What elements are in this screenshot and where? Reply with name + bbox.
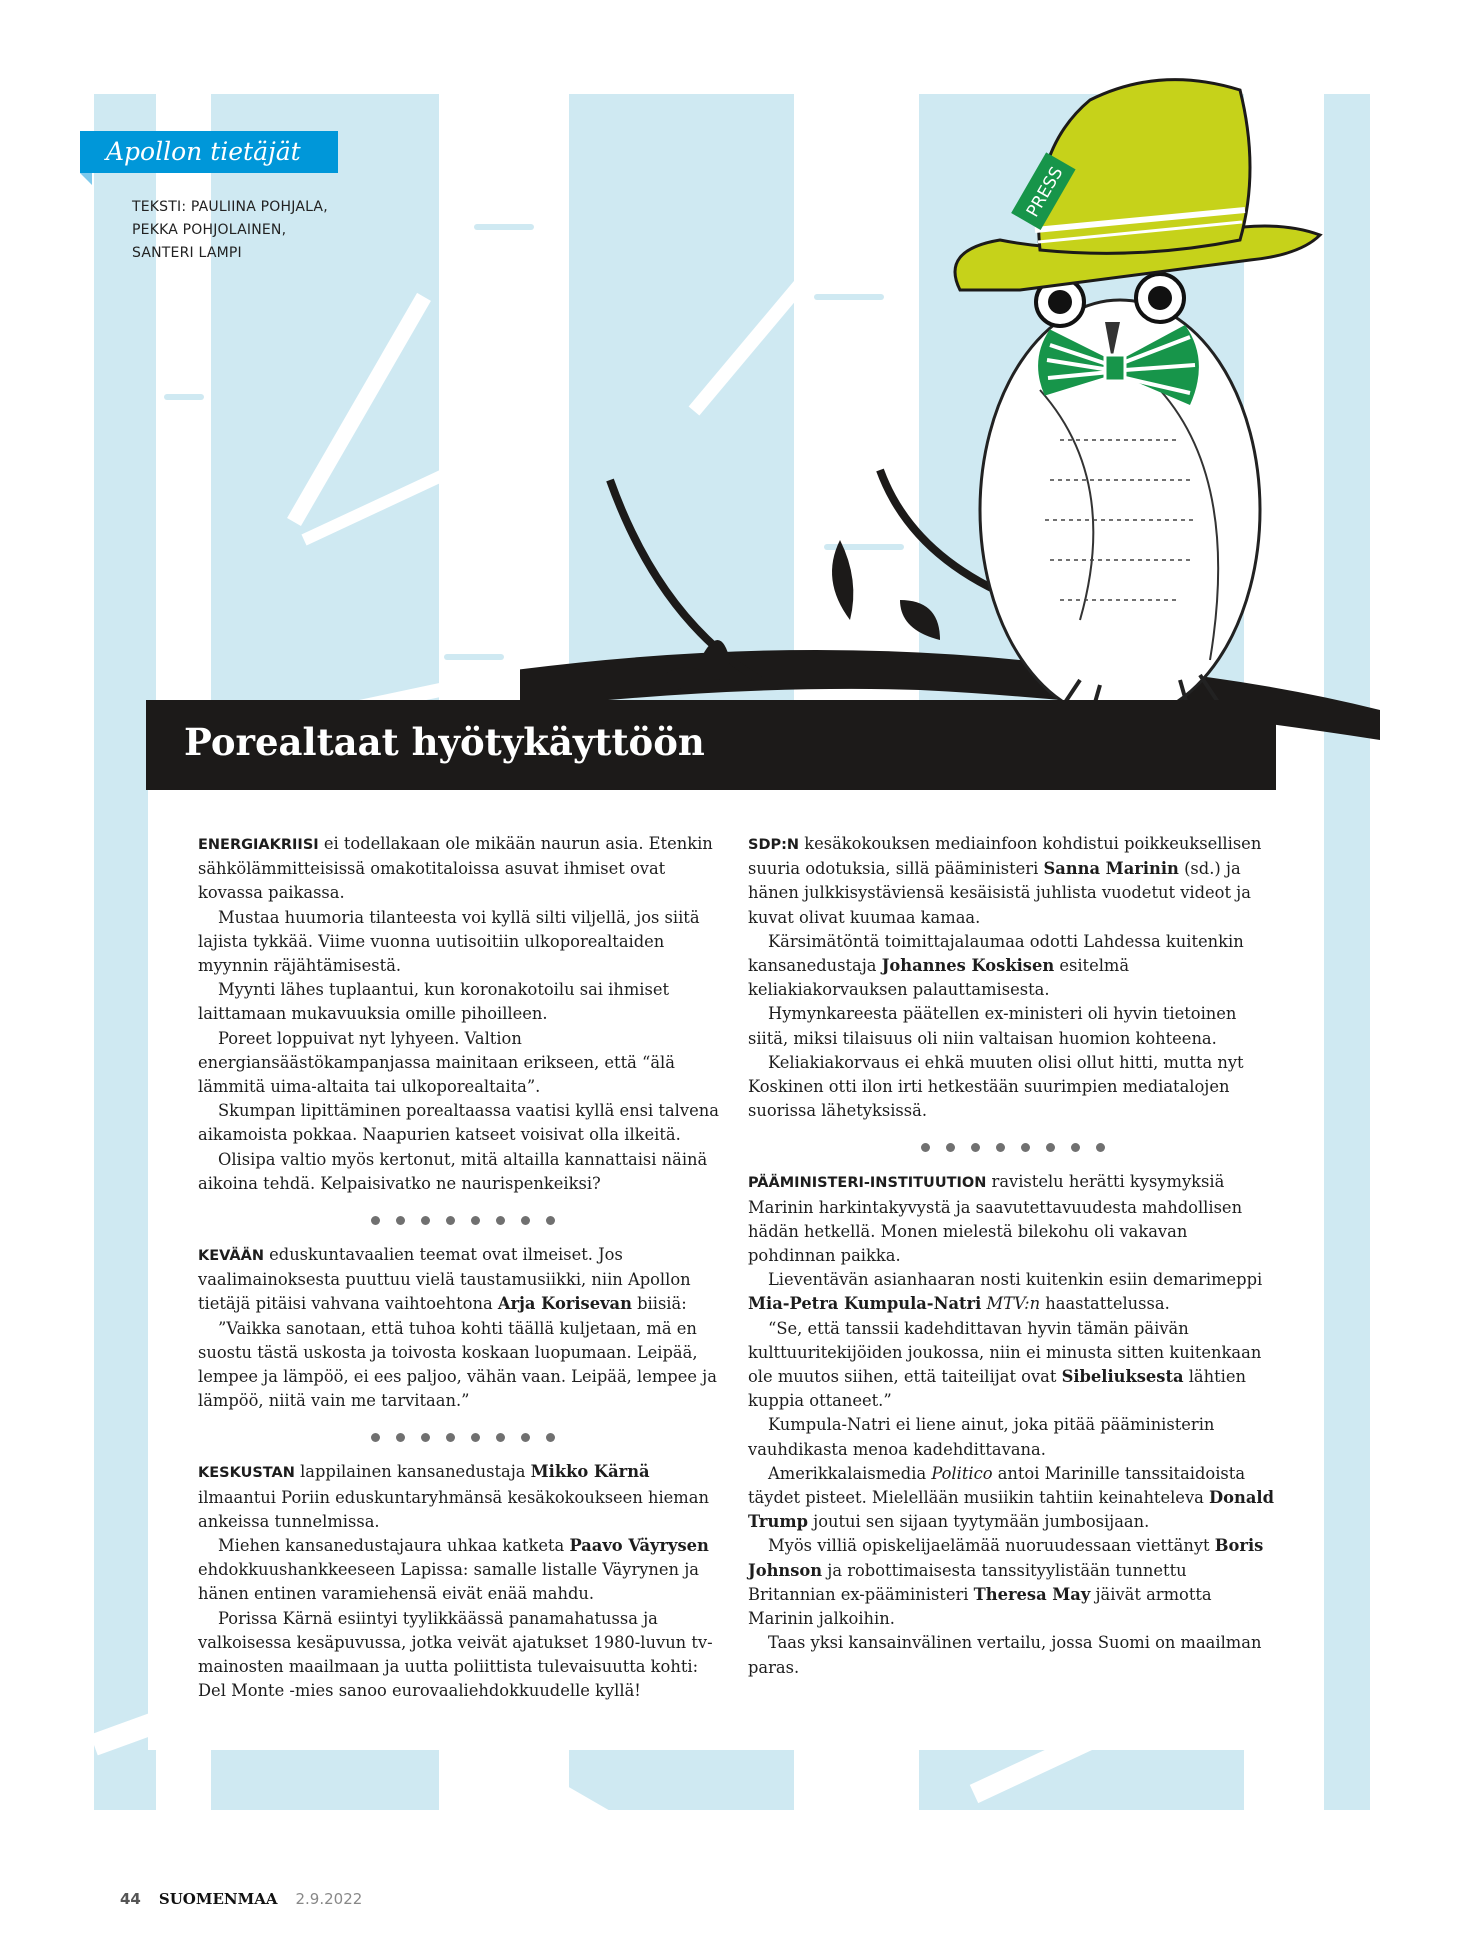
lead-paragraph: KESKUSTAN lappilainen kansanedustaja Mikko Kärnä ilmaantui Poriin eduskuntaryhmänsä kesäkokoukseen hieman ankeissa tunnelmissa. xyxy=(198,1462,709,1531)
divider-dot xyxy=(421,1216,430,1225)
person-name: Paavo Väyrysen xyxy=(569,1536,709,1556)
divider-dot xyxy=(471,1433,480,1442)
paragraph: Myynti lähes tuplaantui, kun koronakotoilu sai ihmiset laittamaan mukavuuksia omille pihoilleen. xyxy=(198,980,670,1024)
divider-dot xyxy=(546,1433,555,1442)
byline-line: SANTERI LAMPI xyxy=(132,245,242,261)
lead-keyword: SDP:N xyxy=(748,837,800,853)
divider-dot xyxy=(396,1216,405,1225)
paragraph: Porissa Kärnä esiintyi tyylikkäässä panamahatussa ja valkoisessa kesäpuvussa, jotka veivät ajatukset 1980-luvun tv-mainosten maailmaan ja uutta poliittista tulevaisuutta kohti: Del Monte -mies sanoo eurovaaliehdokkuudelle kyllä! xyxy=(198,1608,713,1701)
hat-icon xyxy=(955,80,1320,290)
leaf-icon xyxy=(832,540,853,620)
divider-dot xyxy=(546,1216,555,1225)
person-name: Sibeliuksesta xyxy=(1061,1367,1184,1387)
lead-keyword: KESKUSTAN xyxy=(198,1465,295,1482)
lead-keyword: KEVÄÄN xyxy=(198,1248,264,1265)
owl xyxy=(980,274,1260,720)
divider-dot xyxy=(946,1143,955,1152)
person-name: Sanna Marinin xyxy=(1043,859,1179,879)
divider-dot xyxy=(521,1433,530,1442)
issue-date: 2.9.2022 xyxy=(295,1890,363,1908)
media-name: MTV:n xyxy=(981,1294,1041,1314)
person-name: Theresa May xyxy=(973,1584,1091,1604)
section-kicker: Apollon tietäjät xyxy=(80,131,338,173)
section-divider xyxy=(198,1196,728,1243)
paragraph: Myös villiä opiskelijaelämää nuoruudessaan viettänyt Boris Johnson ja robottimaisesta tanssityylistään tunnettu Britannian ex-pääministeri Theresa May jäivät armotta Marinin jalkoihin. xyxy=(748,1536,1264,1629)
paragraph: Mustaa huumoria tilanteesta voi kyllä silti viljellä, jos siitä lajista tykkää. Viime vuonna uutisoitiin ulkoporealtaiden myynnin räjähtämisestä. xyxy=(198,907,700,976)
paragraph: Miehen kansanedustajaura uhkaa katketa Paavo Väyrysen ehdokkuushankkeeseen Lapissa: samalle listalle Väyrynen ja hänen entinen varamiehensä eivät enää mahdu. xyxy=(198,1536,709,1604)
person-name: Boris Johnson xyxy=(748,1536,1264,1580)
divider-dot xyxy=(396,1433,405,1442)
divider-dot xyxy=(371,1216,380,1225)
paragraph: Hymynkareesta päätellen ex-ministeri oli hyvin tietoinen siitä, miksi tilaisuus oli niin valtaisan huomion kohteena. xyxy=(748,1004,1237,1048)
paragraph: Olisipa valtio myös kertonut, mitä altailla kannattaisi näinä aikoina tehdä. Kelpaisivatko ne naurispenkeiksi? xyxy=(198,1149,708,1193)
lead-paragraph: ENERGIAKRIISI ei todellakaan ole mikään naurun asia. Etenkin sähkölämmitteisissä omakotitaloissa asuvat ihmiset ovat kovassa paikassa. xyxy=(198,834,713,903)
divider-dot xyxy=(1046,1143,1055,1152)
person-name: Arja Korisevan xyxy=(497,1294,632,1314)
person-name: Johannes Koskisen xyxy=(881,956,1055,976)
lead-paragraph: KEVÄÄN eduskuntavaalien teemat ovat ilmeiset. Jos vaalimainoksesta puuttuu vielä taustamusiikki, niin Apollon tietäjä pitäisi vahvana vaihtoehtona Arja Korisevan biisiä: xyxy=(198,1245,691,1314)
divider-dot xyxy=(1096,1143,1105,1152)
byline-line: PEKKA POHJOLAINEN, xyxy=(132,222,287,238)
divider-dot xyxy=(446,1433,455,1442)
section-divider xyxy=(198,1413,728,1460)
divider-dot xyxy=(971,1143,980,1152)
divider-dot xyxy=(521,1216,530,1225)
paragraph: Kärsimätöntä toimittajalaumaa odotti Lahdessa kuitenkin kansanedustaja Johannes Koskisen esitelmä keliakiakorvauksen palauttamisesta. xyxy=(748,931,1244,1000)
paragraph: Skumpan lipittäminen porealtaassa vaatisi kyllä ensi talvena aikamoista pokkaa. Naapurien katseet voisivat olla ilkeitä. xyxy=(198,1101,719,1145)
birch-bark-mark xyxy=(444,654,504,660)
person-name: Donald Trump xyxy=(748,1488,1274,1532)
paragraph: Amerikkalaismedia Politico antoi Marinille tanssitaidoista täydet pisteet. Mielellään musiikin tahtiin keinahteleva Donald Trump joutui sen sijaan tyytymään jumbosijaan. xyxy=(748,1463,1274,1532)
page-number: 44 xyxy=(120,1890,141,1908)
paragraph: ”Vaikka sanotaan, että tuhoa kohti täällä kuljetaan, mä en suostu tästä uskosta ja toivosta koskaan luopumaan. Leipää, lempee ja lämpöö, ei ees paljoo, vähän vaan. Leipää, lempee ja lämpöö, niitä vain me tarvitaan.” xyxy=(198,1318,717,1411)
kicker-tail xyxy=(80,173,92,185)
person-name: Mia-Petra Kumpula-Natri xyxy=(748,1294,982,1314)
lead-keyword: PÄÄMINISTERI-INSTITUUTION xyxy=(748,1175,987,1192)
lead-paragraph: SDP:N kesäkokouksen mediainfoon kohdistui poikkeuksellisen suuria odotuksia, sillä pääministeri Sanna Marinin (sd.) ja hänen julkkisystäviensä kesäisistä juhlista vuodetut videot ja kuvat olivat kuumaa kamaa. xyxy=(748,834,1262,927)
divider-dot xyxy=(496,1216,505,1225)
paragraph: “Se, että tanssii kadehdittavan hyvin tämän päivän kulttuuritekijöiden joukossa, niin ei minusta sitten kuitenkaan ole muutos siihen, että taiteilijat ovat Sibeliuksesta lähtien kuppia ottaneet.” xyxy=(748,1318,1262,1411)
paragraph: Poreet loppuivat nyt lyhyeen. Valtion energiansäästökampanjassa mainitaan erikseen, että “älä lämmitä uima-altaita tai ulkoporealtaita”. xyxy=(198,1028,675,1097)
section-divider xyxy=(748,1123,1278,1170)
leaf-icon xyxy=(900,600,940,640)
divider-dot xyxy=(1021,1143,1030,1152)
divider-dot xyxy=(421,1433,430,1442)
press-badge-text: PRESS xyxy=(1022,163,1068,221)
owl-illustration xyxy=(520,60,1380,760)
paragraph: Kumpula-Natri ei liene ainut, joka pitää pääministerin vauhdikasta menoa kadehdittavana. xyxy=(748,1415,1215,1459)
page-footer xyxy=(120,1890,362,1908)
divider-dot xyxy=(371,1433,380,1442)
divider-dot xyxy=(996,1143,1005,1152)
lead-paragraph: PÄÄMINISTERI-INSTITUUTION ravistelu herätti kysymyksiä Marinin harkintakyvystä ja saavutettavuudesta mahdollisen hädän hetkellä. Monen mielestä bilekohu oli vakavan pohdinnan paikka. xyxy=(748,1172,1243,1266)
birch-bark-mark xyxy=(164,394,204,400)
person-name: Mikko Kärnä xyxy=(530,1462,650,1482)
lead-keyword: ENERGIAKRIISI xyxy=(198,837,319,853)
divider-dot xyxy=(446,1216,455,1225)
byline xyxy=(132,196,328,265)
divider-dot xyxy=(471,1216,480,1225)
magazine-name: SUOMENMAA xyxy=(158,1890,278,1908)
paragraph: Lieventävän asianhaaran nosti kuitenkin esiin demarimeppi Mia-Petra Kumpula-Natri MTV:n haastattelussa. xyxy=(748,1270,1263,1314)
right-column xyxy=(748,832,1278,1680)
left-column xyxy=(198,832,728,1704)
media-name: Politico xyxy=(931,1463,993,1483)
divider-dot xyxy=(496,1433,505,1442)
paragraph: Keliakiakorvaus ei ehkä muuten olisi ollut hitti, mutta nyt Koskinen otti ilon irti hetkestään suurimpien mediatalojen suorissa lähetyksissä. xyxy=(748,1052,1244,1121)
byline-line: TEKSTI: PAULIINA POHJALA, xyxy=(132,199,328,215)
article-title: Porealtaat hyötykäyttöön xyxy=(184,720,705,764)
paragraph: Taas yksi kansainvälinen vertailu, jossa Suomi on maailman paras. xyxy=(748,1633,1262,1677)
divider-dot xyxy=(921,1143,930,1152)
divider-dot xyxy=(1071,1143,1080,1152)
